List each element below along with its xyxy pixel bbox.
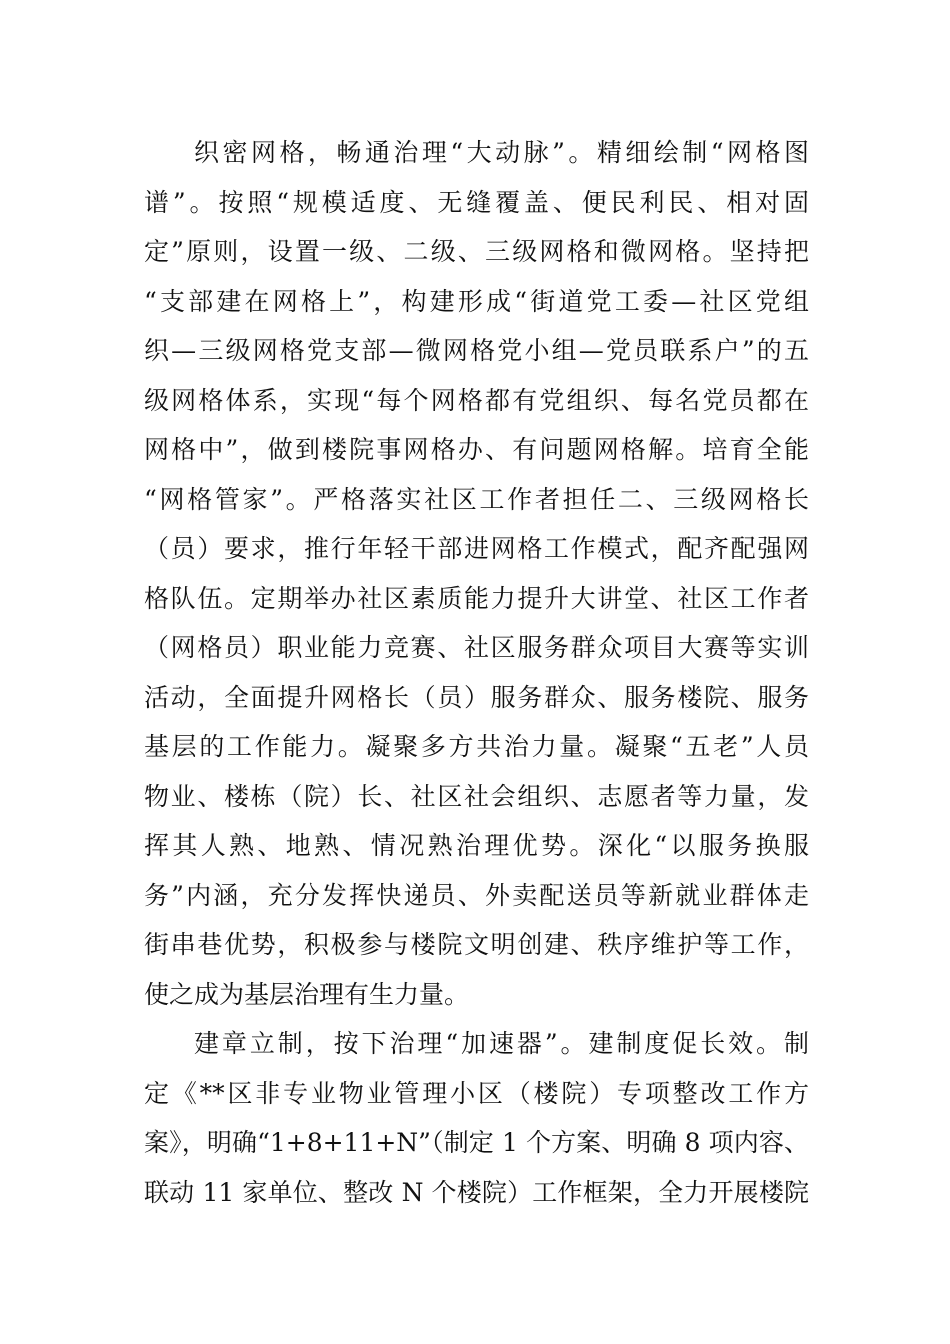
paragraph-line: 基层的工作能力。凝聚多方共治力量。凝聚“五老”人员	[144, 732, 809, 761]
paragraph-line: 挥其人熟、地熟、情况熟治理优势。深化“以服务换服	[144, 831, 809, 860]
paragraph-line: 级网格体系，实现“每个网格都有党组织、每名党员都在	[144, 385, 809, 415]
paragraph-line: 街串巷优势，积极参与楼院文明创建、秩序维护等工作，	[144, 930, 809, 959]
paragraph-line: 织密网格，畅通治理“大动脉”。精细绘制“网格图	[194, 138, 809, 167]
paragraph-line: 物业、楼栋（院）长、社区社会组织、志愿者等力量，发	[144, 781, 809, 811]
paragraph-line: 使之成为基层治理有生力量。	[144, 979, 470, 1009]
paragraph-line: 定《**区非专业物业管理小区（楼院）专项整改工作方	[144, 1078, 809, 1108]
paragraph-line: 谱”。按照“规模适度、无缝覆盖、便民利民、相对固	[144, 187, 809, 217]
paragraph-line: 活动，全面提升网格长（员）服务群众、服务楼院、服务	[144, 682, 809, 712]
document-body	[144, 128, 809, 1217]
paragraph-line: 联动 11 家单位、整改 N 个楼院）工作框架，全力开展楼院	[144, 1177, 809, 1207]
paragraph-line: （网格员）职业能力竞赛、社区服务群众项目大赛等实训	[144, 633, 809, 662]
paragraph-line: 定”原则，设置一级、二级、三级网格和微网格。坚持把	[144, 237, 809, 266]
paragraph-line: “支部建在网格上”，构建形成“街道党工委—社区党组	[144, 286, 809, 316]
paragraph-line: 网格中”，做到楼院事网格办、有问题网格解。培育全能	[144, 435, 809, 464]
paragraph-line: 格队伍。定期举办社区素质能力提升大讲堂、社区工作者	[144, 583, 809, 613]
paragraph-line: 织—三级网格党支部—微网格党小组—党员联系户”的五	[144, 336, 809, 365]
paragraph-line: 案》，明确“1+8+11+N”（制定 1 个方案、明确 8 项内容、	[144, 1128, 809, 1157]
paragraph-line: 建章立制，按下治理“加速器”。建制度促长效。制	[194, 1029, 809, 1058]
paragraph-line: “网格管家”。严格落实社区工作者担任二、三级网格长	[144, 484, 809, 514]
paragraph-line: （员）要求，推行年轻干部进网格工作模式，配齐配强网	[144, 534, 809, 563]
paragraph-line: 务”内涵，充分发挥快递员、外卖配送员等新就业群体走	[144, 880, 809, 910]
